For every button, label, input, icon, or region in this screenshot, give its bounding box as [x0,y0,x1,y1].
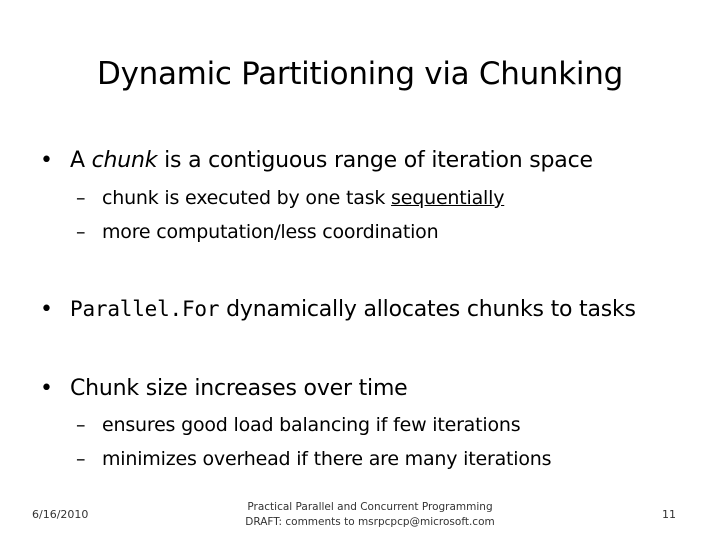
footer-line-2: DRAFT: comments to msrpcpcp@microsoft.com [245,516,495,528]
bullet-parallel-for [40,295,636,324]
footer-line-1: Practical Parallel and Concurrent Programming [247,501,493,513]
dash-marker: – [76,187,86,209]
sub-bullet-overhead [76,447,551,471]
page-number: 11 [662,508,676,521]
bullet-marker: • [40,297,53,322]
bullet-text-suffix: is a contiguous range of iteration space [157,148,593,173]
bullet-text: dynamically allocates chunks to tasks [219,297,636,322]
bullet-text: Chunk size increases over time [70,376,408,401]
bullet-chunk-size [40,375,408,403]
bullet-chunk-definition [40,147,593,175]
bullet-marker: • [40,376,53,401]
sub-bullet-text: more computation/less coordination [102,221,439,243]
slide-title: Dynamic Partitioning via Chunking [97,56,623,92]
sub-bullet-sequential [76,186,504,210]
sub-bullet-text: chunk is executed by one task [102,187,392,209]
code-parallel-for: Parallel.For [70,297,220,321]
bullet-marker: • [40,148,53,173]
bullet-text-emphasis: chunk [91,148,158,173]
bullet-text-prefix: A [70,148,92,173]
sub-bullet-text: ensures good load balancing if few iterations [102,414,521,436]
dash-marker: – [76,414,86,436]
sub-bullet-coordination [76,220,438,244]
footer-course-info [230,500,510,530]
sub-bullet-text: minimizes overhead if there are many iterations [102,448,552,470]
dash-marker: – [76,221,86,243]
sub-bullet-underlined: sequentially [391,187,505,209]
dash-marker: – [76,448,86,470]
footer-date: 6/16/2010 [32,508,89,521]
sub-bullet-load-balancing [76,413,520,437]
